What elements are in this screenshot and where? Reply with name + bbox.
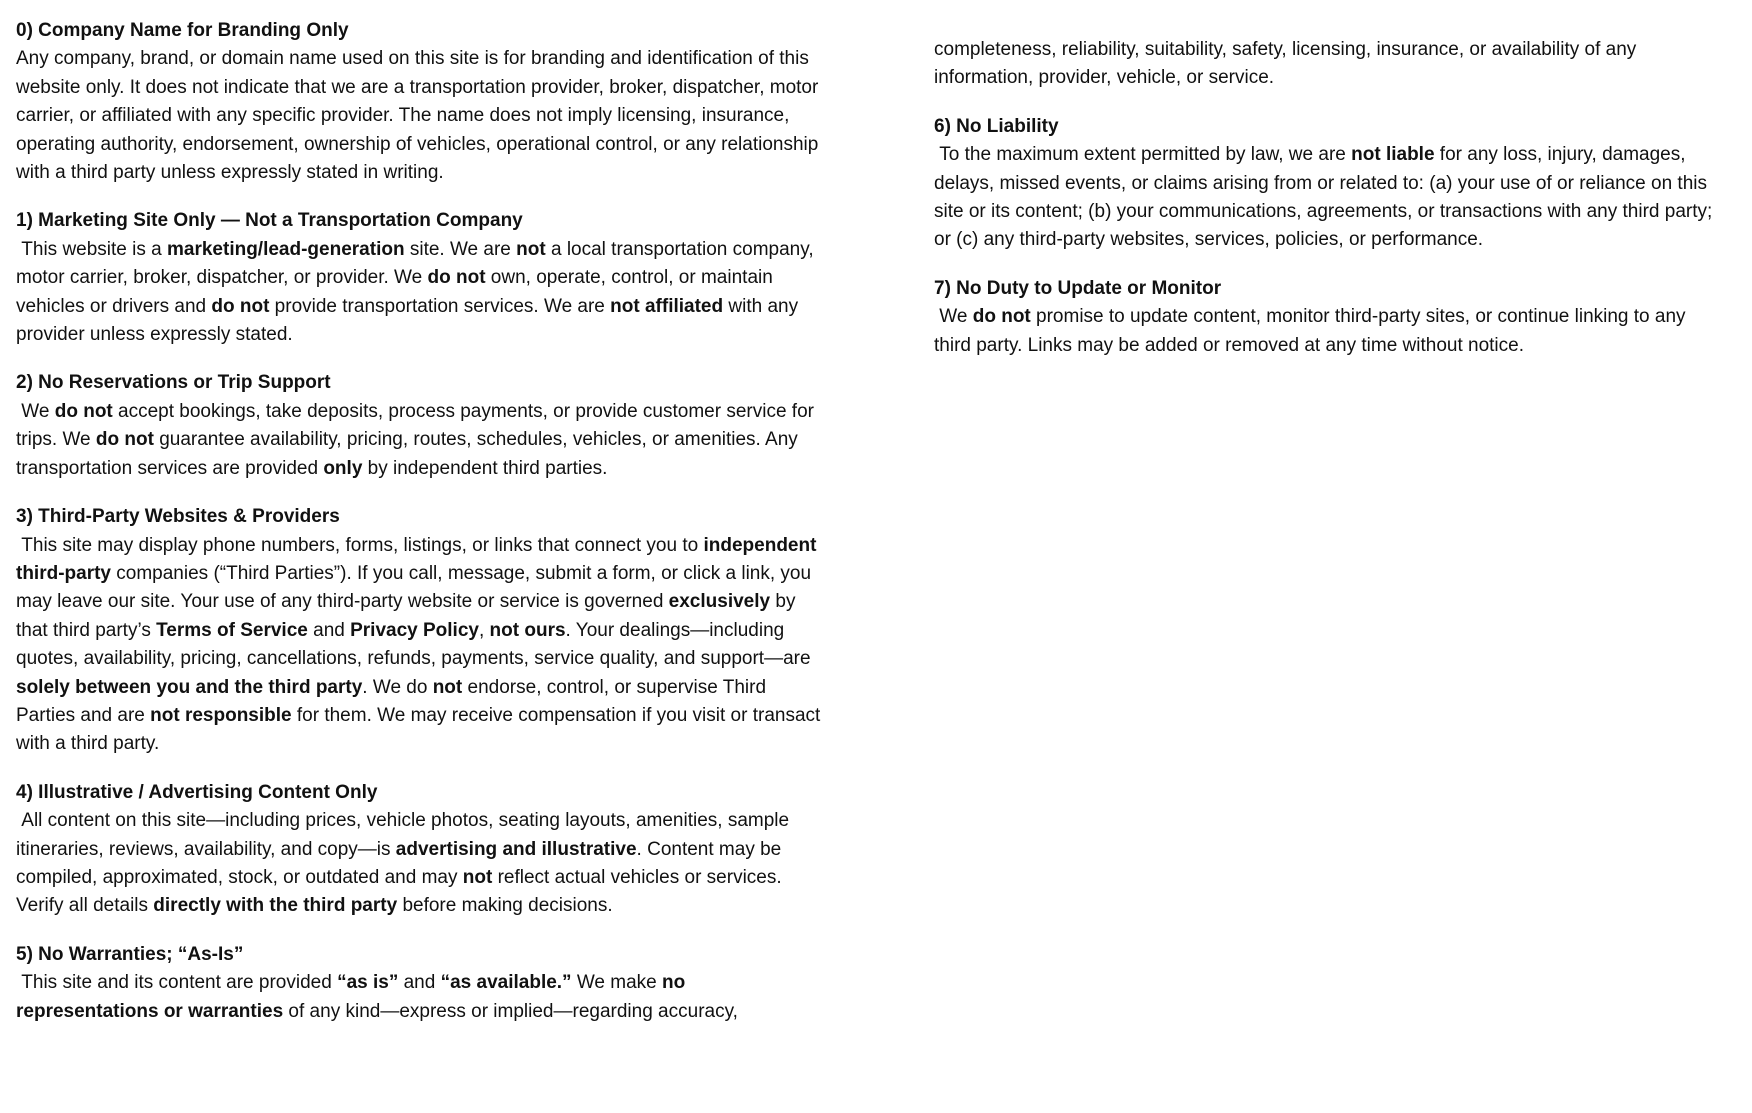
bold-phrase: Terms of Service [156,619,308,641]
section-paragraph: This site may display phone numbers, forms, listings, or links that connect you to independent third-party companies (“Third Parties”). If you call, message, submit a form, or click a link, you may leave our site. Your use of any third-party website or service is governed exclusively by that third party’s Terms of Service and Privacy Policy, not ours. Your dealings—including quotes, availability, pricing, cancellations, refunds, payments, service quality, and support—are solely between you and the third party. We do not endorse, control, or supervise Third Parties and are not responsible for them. We may receive compensation if you visit or transact with a third party. [16,534,821,755]
bold-phrase: no representations or warranties [16,972,686,1022]
section-paragraph: To the maximum extent permitted by law, we are not liable for any loss, injury, damages, delays, missed events, or claims arising from or related to: (a) your use of or reliance on this site or its content; (b) your communications, agreements, or transactions with any third party; or (c) any third-party websites, services, policies, or performance. [934,144,1713,251]
section-heading: 7) No Duty to Update or Monitor [934,277,1222,299]
bold-phrase: not responsible [150,704,292,726]
bold-phrase: “as is” [337,972,399,994]
bold-phrase: only [323,457,363,479]
section-heading: 3) Third-Party Websites & Providers [16,506,340,528]
section-heading: 5) No Warranties; “As-Is” [16,943,244,965]
column-right [934,0,1726,1113]
bold-phrase: not liable [1351,144,1435,166]
disclaimer-section [16,369,822,483]
disclaimer-section [934,113,1726,255]
section-heading: 1) Marketing Site Only — Not a Transportation Company [16,210,523,232]
section-heading: 2) No Reservations or Trip Support [16,372,331,394]
bold-phrase: independent third-party [16,534,817,584]
section-heading: 0) Company Name for Branding Only [16,20,349,41]
disclaimer-section [16,503,822,759]
bold-phrase: advertising and illustrative [395,838,637,860]
bold-phrase: not [462,866,493,888]
bold-phrase: not [432,676,463,698]
bold-phrase: solely between you and the third party [16,676,363,698]
disclaimer-section [16,17,822,187]
disclaimer-section [934,36,1726,93]
bold-phrase: do not [427,267,486,289]
bold-phrase: Privacy Policy [350,619,479,641]
disclaimer-section [16,779,822,921]
bold-phrase: not affiliated [610,295,724,317]
bold-phrase: not [516,238,546,260]
disclaimer-section [16,941,822,1026]
column-left [16,0,822,1113]
bold-phrase: do not [211,295,270,317]
bold-phrase: “as available.” [440,972,572,994]
bold-phrase: do not [54,400,113,422]
section-paragraph: This website is a marketing/lead-generation site. We are not a local transportation company, motor carrier, broker, dispatcher, or provider. We do not own, operate, control, or maintain vehicles or drivers and do not provide transportation services. We are not affiliated with any provider unless expressly stated. [16,238,814,346]
section-paragraph: All content on this site—including prices, vehicle photos, seating layouts, amenities, sample itineraries, reviews, availability, and copy—is advertising and illustrative. Content may be compiled, approximated, stock, or outdated and may not reflect actual vehicles or services. Verify all details directly with the third party before making decisions. [16,810,790,917]
section-paragraph: We do not promise to update content, monitor third-party sites, or continue linking to any third party. Links may be added or removed at any time without notice. [934,306,1686,356]
continued-paragraph: completeness, reliability, suitability, safety, licensing, insurance, or availability of any information, provider, vehicle, or service. [934,39,1637,89]
bold-phrase: directly with the third party [153,895,398,917]
section-paragraph: Any company, brand, or domain name used on this site is for branding and identification of this website only. It does not indicate that we are a transportation provider, broker, dispatcher, motor carrier, or affiliated with any specific provider. The name does not imply licensing, insurance, operating authority, endorsement, ownership of vehicles, operational control, or any relationship with a third party unless expressly stated in writing. [16,48,819,184]
section-paragraph: This site and its content are provided “as is” and “as available.” We make no representations or warranties of any kind—express or implied—regarding accuracy, [16,972,738,1022]
bold-phrase: not ours [489,619,566,641]
section-heading: 6) No Liability [934,115,1059,137]
disclaimer-section [16,207,822,349]
section-paragraph: We do not accept bookings, take deposits, process payments, or provide customer service for trips. We do not guarantee availability, pricing, routes, schedules, vehicles, or amenities. Any transportation services are provided only by independent third parties. [16,400,814,479]
bold-phrase: do not [972,306,1031,328]
bold-phrase: do not [95,429,154,451]
disclaimer-section [934,275,1726,360]
bold-phrase: marketing/lead-generation [167,238,405,260]
bold-phrase: exclusively [668,591,771,613]
section-heading: 4) Illustrative / Advertising Content Only [16,781,378,803]
